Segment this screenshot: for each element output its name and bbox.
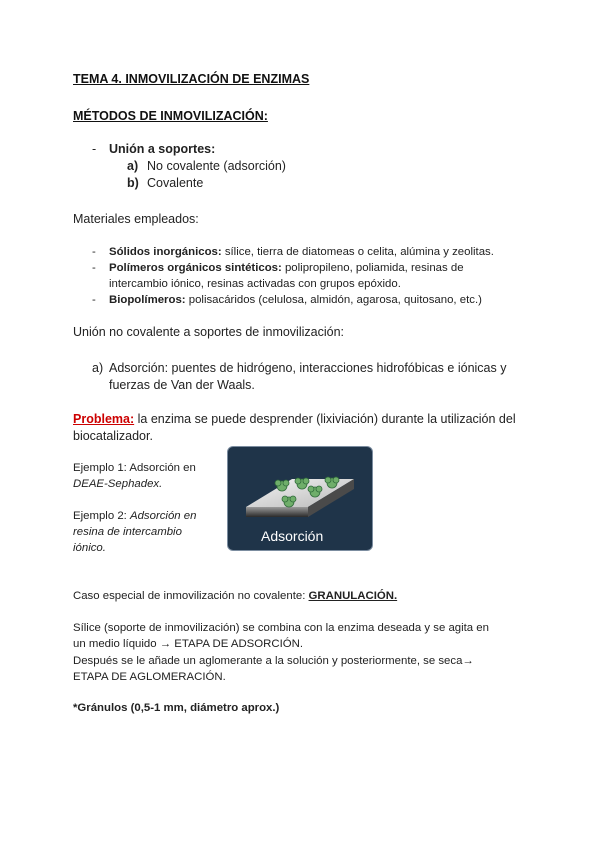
list-dash: -: [92, 262, 96, 274]
example-2-value-cont: resina de intercambio: [73, 526, 182, 538]
list-item-text: Covalente: [147, 176, 204, 190]
list-item: [109, 245, 494, 261]
adsorption-description-cont: fuerzas de Van der Waals.: [109, 378, 255, 392]
special-case: [73, 589, 397, 605]
list-dash: -: [92, 294, 96, 306]
example-2-label: [73, 509, 196, 525]
problem-paragraph: [73, 411, 516, 428]
list-item: [109, 293, 482, 309]
granulation-line: ETAPA DE AGLOMERACIÓN.: [73, 671, 226, 683]
example-2-prefix: Ejemplo 2:: [73, 510, 130, 522]
material-text-continued: intercambio iónico, resinas activadas con grupos epóxido.: [109, 278, 401, 290]
list-item-text: No covalente (adsorción): [147, 159, 286, 173]
problem-text: la enzima se puede desprender (lixiviación) durante la utilización del: [134, 412, 516, 426]
example-2-value: Adsorción en: [129, 510, 197, 522]
list-marker: a): [127, 159, 139, 173]
list-dash: -: [92, 246, 96, 258]
union-label: Unión a soportes:: [109, 142, 216, 156]
example-1-value: DEAE-Sephadex.: [73, 478, 163, 490]
material-label: Polímeros orgánicos sintéticos:: [109, 262, 282, 274]
material-label: Biopolímeros:: [109, 294, 186, 306]
materials-intro: Materiales empleados:: [73, 212, 199, 226]
granules-note: *Gránulos (0,5-1 mm, diámetro aprox.): [73, 702, 280, 714]
adsorption-figure: [227, 446, 373, 551]
material-text: sílice, tierra de diatomeas o celita, alúmina y zeolitas.: [221, 246, 494, 258]
list-dash: -: [92, 142, 97, 156]
page-title: TEMA 4. INMOVILIZACIÓN DE ENZIMAS: [73, 72, 310, 86]
figure-caption: Adsorción: [261, 528, 324, 544]
material-text: polisacáridos (celulosa, almidón, agarosa, quitosano, etc.): [185, 294, 482, 306]
list-item: [127, 175, 203, 192]
special-case-bold: GRANULACIÓN.: [308, 590, 398, 602]
section-heading: MÉTODOS DE INMOVILIZACIÓN:: [73, 109, 268, 123]
adsorption-description: Adsorción: puentes de hidrógeno, interacciones hidrofóbicas e iónicas y: [109, 361, 507, 375]
noncovalent-intro: Unión no covalente a soportes de inmovilización:: [73, 325, 344, 339]
example-1-label: Ejemplo 1: Adsorción en: [73, 462, 196, 474]
problem-label: Problema:: [73, 412, 135, 426]
list-item: [127, 158, 286, 175]
list-marker: a): [92, 361, 104, 375]
material-label: Sólidos inorgánicos:: [109, 246, 222, 258]
example-2-value-cont: iónico.: [73, 542, 106, 554]
special-case-text: Caso especial de inmovilización no covalente:: [73, 590, 309, 602]
list-marker: b): [127, 176, 139, 190]
problem-text-cont: biocatalizador.: [73, 429, 153, 443]
list-item: [109, 261, 464, 277]
granulation-line: Después se le añade un aglomerante a la solución y posteriormente, se seca→: [73, 655, 474, 667]
granulation-line: un medio líquido → ETAPA DE ADSORCIÓN.: [73, 638, 304, 650]
material-text: polipropileno, poliamida, resinas de: [281, 262, 464, 274]
granulation-line: Sílice (soporte de inmovilización) se combina con la enzima deseada y se agita en: [73, 622, 489, 634]
